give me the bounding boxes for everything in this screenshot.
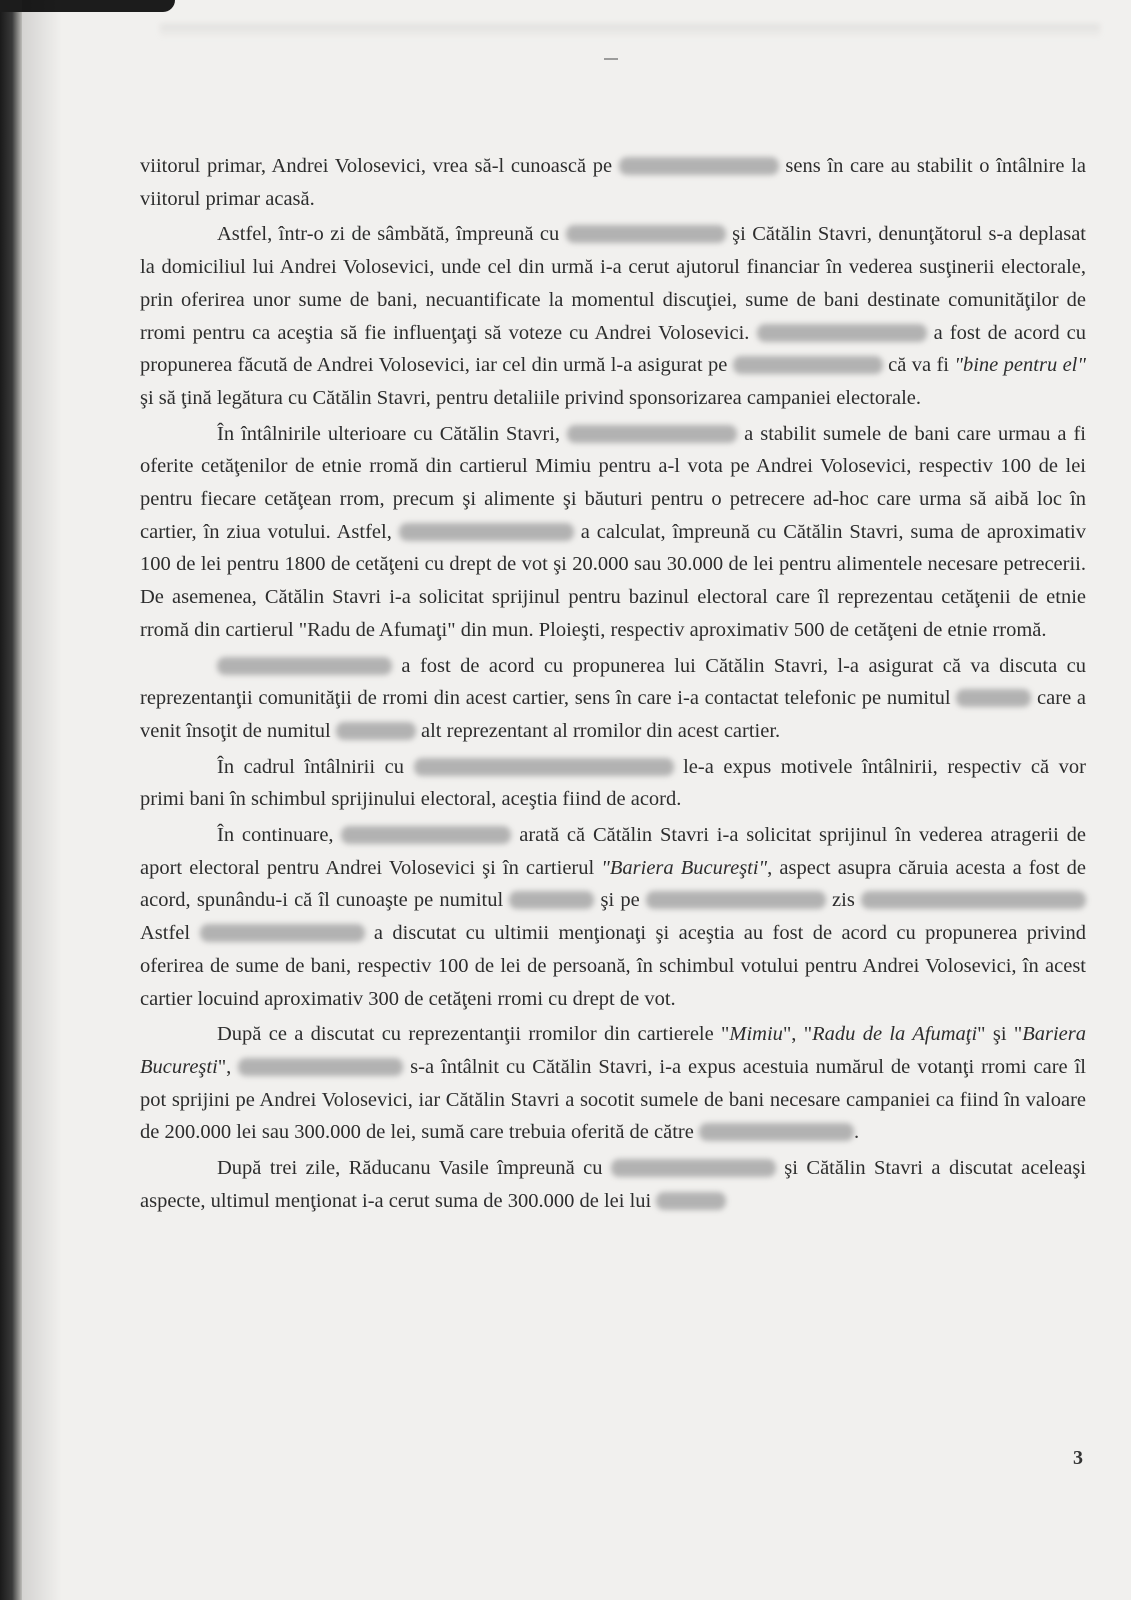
italic-text: "bine pentru el" bbox=[954, 354, 1086, 377]
paragraph bbox=[140, 1152, 1086, 1217]
text-run: a stabilit sumele de bani care urmau a fi oferite cetăţenilor de etnie rromă din cartierul Mimiu pentru a-l vota pe Andrei Volosevici, respectiv 100 de lei pentru fiecare cetăţean rrom, precum şi alimente şi băuturi pentru o petrecere ad-hoc care urma să aibă loc în cartier, în ziua votului. Astfel, bbox=[140, 422, 1087, 543]
text-run: Astfel, într-o zi de sâmbătă, împreună cu bbox=[217, 223, 566, 246]
text-run: arată că Cătălin Stavri i-a solicitat sprijinul în vederea atragerii de aport electoral pentru Andrei Volosevici şi în cartierul bbox=[140, 824, 1087, 879]
paragraph bbox=[140, 418, 1086, 647]
redacted-name bbox=[238, 1058, 403, 1076]
italic-text: Radu de la Afumaţi bbox=[812, 1023, 978, 1046]
header-dash bbox=[604, 58, 618, 60]
redacted-name bbox=[861, 891, 1086, 909]
text-run: În întâlnirile ulterioare cu Cătălin Stavri, bbox=[217, 422, 568, 445]
redacted-name bbox=[200, 924, 365, 942]
redacted-name bbox=[567, 425, 737, 443]
text-run: viitorul primar, Andrei Volosevici, vrea să-l cunoască pe bbox=[140, 155, 619, 177]
redacted-name bbox=[509, 891, 594, 909]
document-body bbox=[140, 150, 1086, 1221]
italic-text: Bariera Bucureşti bbox=[140, 1023, 1086, 1078]
paragraph bbox=[140, 1018, 1086, 1149]
text-run: După ce a discutat cu reprezentanţii rromilor din cartierele " bbox=[217, 1023, 730, 1046]
text-run: şi pe bbox=[594, 889, 646, 912]
text-run: În continuare, bbox=[217, 824, 342, 847]
redacted-name bbox=[757, 324, 927, 342]
redacted-name bbox=[699, 1123, 854, 1141]
redacted-name bbox=[956, 689, 1031, 707]
text-run: s-a întâlnit cu Cătălin Stavri, i-a expus acestuia numărul de votanţi rromi care îl pot sprijini pe Andrei Volosevici, iar Cătălin Stavri a socotit sumele de bani necesare campaniei ca fiind în valoare de 200.000 lei sau 300.000 de lei, sumă care trebuia oferită de către bbox=[140, 1055, 1086, 1144]
text-run: " şi " bbox=[977, 1023, 1023, 1046]
redacted-name bbox=[399, 523, 574, 541]
text-run: a calculat, împreună cu Cătălin Stavri, suma de aproximativ 100 de lei pentru 1800 de cetăţeni cu drept de vot şi 20.000 sau 30.000 de lei pentru alimentele necesare petrecerii. De asemenea, Cătălin Stavri i-a solicitat sprijinul pentru bazinul electoral care îl reprezentau cetăţenii de etnie rromă din cartierul "Radu de Afumaţi" din mun. Ploieşti, respectiv aproximativ 500 de cetăţeni de etnie rromă. bbox=[140, 520, 1086, 641]
text-run: care a venit însoţit de numitul bbox=[140, 687, 1086, 742]
text-run: În cadrul întâlnirii cu bbox=[217, 755, 414, 778]
redacted-name bbox=[566, 225, 726, 243]
text-run: a fost de acord cu propunerea lui Cătălin Stavri, l-a asigurat că va discuta cu reprezentanţii comunităţii de rromi din acest cartier, sens în care i-a contactat telefonic pe numitul bbox=[140, 654, 1086, 710]
page-number: 3 bbox=[1073, 1447, 1083, 1469]
text-run: . bbox=[853, 1121, 860, 1144]
redacted-name bbox=[656, 1192, 726, 1210]
redacted-name bbox=[217, 657, 392, 675]
paragraph bbox=[140, 650, 1086, 748]
paragraph bbox=[140, 150, 1086, 215]
text-run: zis bbox=[825, 889, 861, 912]
italic-text: "Bariera Bucureşti" bbox=[601, 856, 768, 879]
text-run: Astfel bbox=[140, 922, 200, 945]
redacted-name bbox=[336, 722, 416, 740]
text-run: alt reprezentant al rromilor din acest cartier. bbox=[415, 719, 781, 742]
text-run: , aspect asupra căruia acesta a fost de acord, spunându-i că îl cunoaşte pe numitul bbox=[140, 856, 1086, 912]
text-run: sens în care au stabilit o întâlnire la viitorul primar acasă. bbox=[140, 155, 1086, 210]
text-run: şi Cătălin Stavri, denunţătorul s-a deplasat la domiciliul lui Andrei Volosevici, unde cel din urmă i-a cerut ajutorul financiar în vederea susţinerii electorale, prin oferirea unor sume de bani, necuantificate la momentul discuţiei, sume de bani destinate comunităţilor de rromi pentru ca aceştia să fie influenţaţi să voteze cu Andrei Volosevici. bbox=[140, 223, 1086, 344]
scan-smudge bbox=[160, 24, 1100, 38]
scan-shadow bbox=[22, 0, 62, 1600]
redacted-name bbox=[619, 157, 779, 175]
text-run: că va fi bbox=[882, 354, 955, 377]
paragraph bbox=[140, 751, 1086, 816]
paragraph bbox=[140, 218, 1086, 414]
scan-dark-edge bbox=[0, 0, 22, 1600]
text-run: le-a expus motivele întâlnirii, respectiv că vor primi bani în schimbul sprijinului electoral, aceştia fiind de acord. bbox=[140, 755, 1086, 811]
text-run: şi să ţină legătura cu Cătălin Stavri, pentru detaliile privind sponsorizarea campaniei electorale. bbox=[140, 386, 921, 409]
text-run: După trei zile, Răducanu Vasile împreună cu bbox=[217, 1157, 611, 1180]
redacted-name bbox=[341, 826, 511, 844]
redacted-name bbox=[733, 356, 883, 374]
redacted-name bbox=[414, 758, 674, 776]
text-run: ", bbox=[217, 1055, 239, 1078]
italic-text: Mimiu bbox=[729, 1023, 783, 1046]
redacted-name bbox=[611, 1159, 776, 1177]
text-run: şi Cătălin Stavri a discutat aceleaşi aspecte, ultimul menţionat i-a cerut suma de 300.000 de lei lui bbox=[140, 1157, 1086, 1212]
paragraph bbox=[140, 819, 1086, 1015]
text-run: a fost de acord cu propunerea făcută de Andrei Volosevici, iar cel din urmă l-a asigurat pe bbox=[140, 321, 1086, 377]
text-run: a discutat cu ultimii menţionaţi şi aceştia au fost de acord cu propunerea privind oferirea de sume de bani, respectiv 100 de lei de persoană, în schimbul votului pentru Andrei Volosevici, în acest cartier locuind aproximativ 300 de cetăţeni rromi cu drept de vot. bbox=[140, 922, 1086, 1010]
redacted-name bbox=[646, 891, 826, 909]
text-run: ", " bbox=[782, 1023, 813, 1046]
